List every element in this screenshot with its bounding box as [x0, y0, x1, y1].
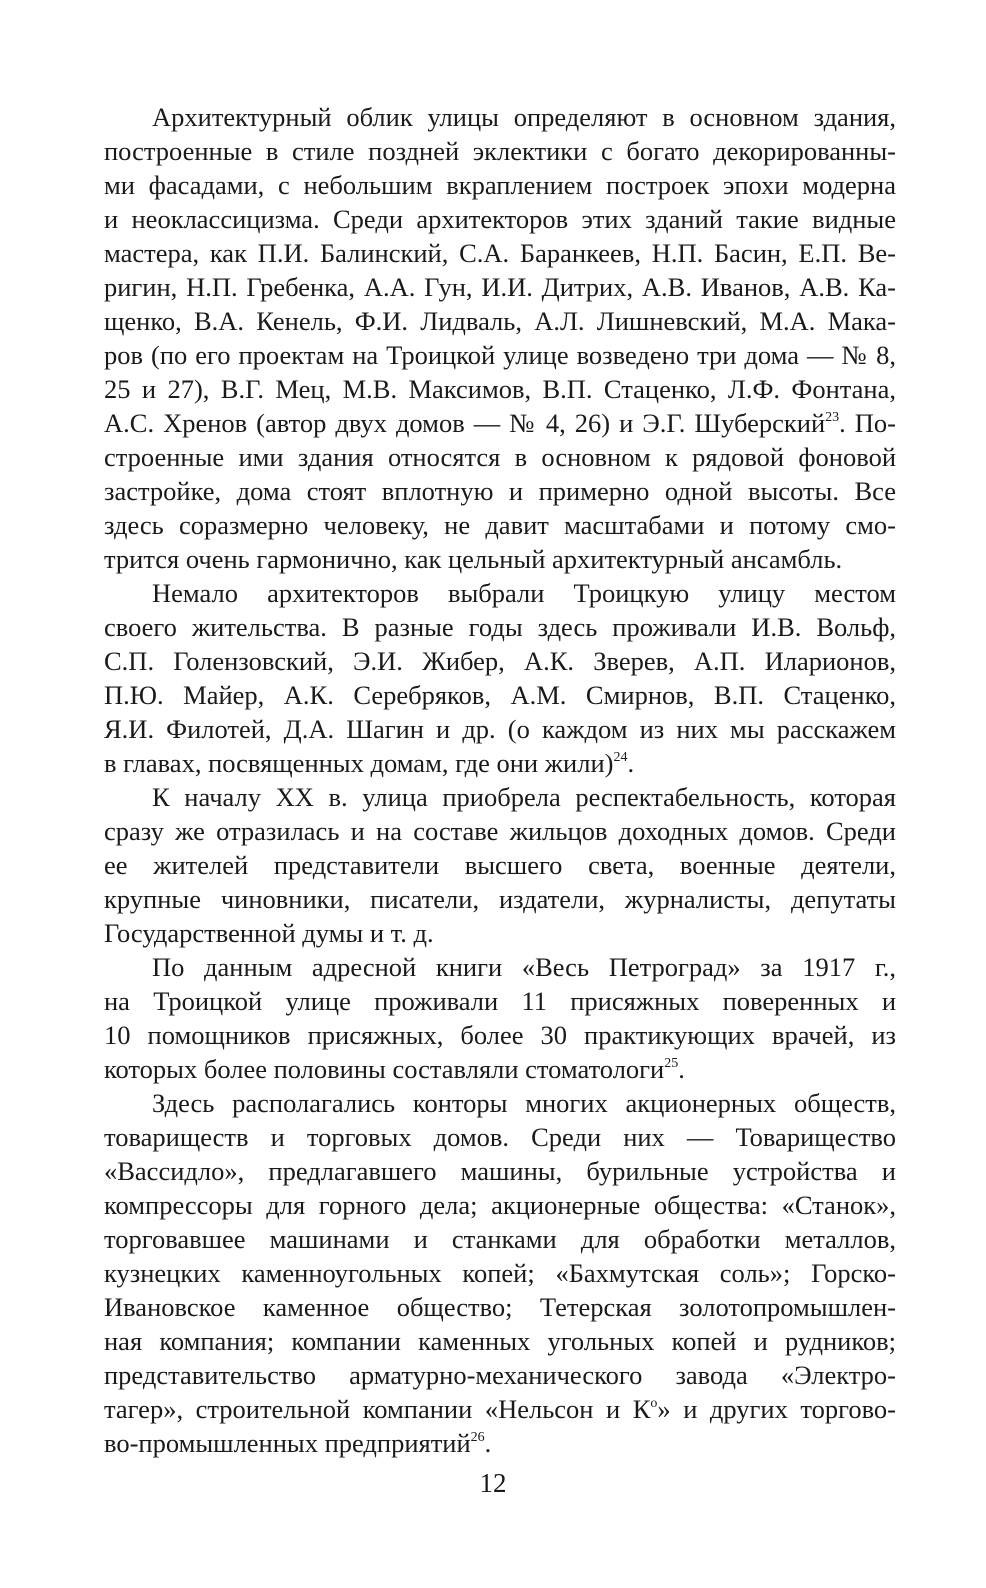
text-line: Архитектурный облик улицы определяют в основном здания,: [152, 102, 896, 132]
body-text: [104, 100, 896, 1460]
text-line: и неоклассицизма. Среди архитекторов этих зданий такие видные: [104, 204, 896, 234]
text-line: во-промышленных предприятий$^{26}$.: [104, 1428, 492, 1458]
text-line: ми фасадами, с небольшим вкраплением построек эпохи модерна: [104, 170, 896, 200]
text-line: в главах, посвященных домам, где они жили)$^{24}$.: [104, 748, 635, 778]
text-line: Здесь располагались конторы многих акционерных обществ,: [152, 1088, 896, 1118]
text-line: Я.И. Филотей, Д.А. Шагин и др. (о каждом из них мы расскажем: [104, 714, 896, 744]
text-line: сразу же отразилась и на составе жильцов доходных домов. Среди: [104, 816, 896, 846]
text-line: построенные в стиле поздней эклектики с богато декорированны-: [104, 136, 896, 166]
text-line: 10 помощников присяжных, более 30 практикующих врачей, из: [104, 1020, 896, 1050]
text-line: 25 и 27), В.Г. Мец, М.В. Максимов, В.П. Стаценко, Л.Ф. Фонтана,: [104, 374, 896, 404]
paragraph: [104, 780, 896, 950]
text-line: торговавшее машинами и станками для обработки металлов,: [104, 1224, 896, 1254]
paragraph: [104, 100, 896, 576]
paragraph: [104, 576, 896, 780]
text-line: тагер», строительной компании «Нельсон и $К^о$» и других торгово-: [104, 1394, 896, 1424]
text-line: застройке, дома стоят вплотную и примерно одной высоты. Все: [104, 476, 896, 506]
text-line: представительство арматурно-механического завода «Электро-: [104, 1360, 896, 1390]
page-number: 12: [479, 1468, 507, 1498]
text-line: здесь соразмерно человеку, не давит масштабами и потому смо-: [104, 510, 896, 540]
text-line: ров (по его проектам на Троицкой улице возведено три дома — № 8,: [104, 340, 896, 370]
paragraph: [104, 1086, 896, 1460]
text-line: П.Ю. Майер, А.К. Серебряков, А.М. Смирнов, В.П. Стаценко,: [104, 680, 896, 710]
footnote-ref: 23: [825, 410, 840, 425]
footnote-ref: 24: [613, 750, 628, 765]
text-line: ригин, Н.П. Гребенка, А.А. Гун, И.И. Дитрих, А.В. Иванов, А.В. Ка-: [104, 272, 896, 302]
text-line: С.П. Голензовский, Э.И. Жибер, А.К. Зверев, А.П. Иларионов,: [104, 646, 896, 676]
text-line: трится очень гармонично, как цельный архитектурный ансамбль.: [104, 544, 843, 574]
text-line: которых более половины составляли стоматологи$^{25}$.: [104, 1054, 685, 1084]
text-line: своего жительства. В разные годы здесь проживали И.В. Вольф,: [104, 612, 896, 642]
text-line: Ивановское каменное общество; Тетерская золотопромышлен-: [104, 1292, 896, 1322]
text-line: Немало архитекторов выбрали Троицкую улицу местом: [152, 578, 896, 608]
text-line: на Троицкой улице проживали 11 присяжных поверенных и: [104, 986, 896, 1016]
paragraph: [104, 950, 896, 1086]
text-line: К началу XX в. улица приобрела респектабельность, которая: [152, 782, 896, 812]
text-line: «Вассидло», предлагавшего машины, бурильные устройства и: [104, 1156, 896, 1186]
footnote-ref: 26: [470, 1430, 485, 1445]
text-line: ее жителей представители высшего света, военные деятели,: [104, 850, 896, 880]
text-line: ная компания; компании каменных угольных копей и рудников;: [104, 1326, 896, 1356]
text-line: крупные чиновники, писатели, издатели, журналисты, депутаты: [104, 884, 896, 914]
text-line: мастера, как П.И. Балинский, С.А. Баранкеев, Н.П. Басин, Е.П. Ве-: [104, 238, 896, 268]
text-line: товариществ и торговых домов. Среди них — Товарищество: [104, 1122, 896, 1152]
text-line: компрессоры для горного дела; акционерные общества: «Станок»,: [104, 1190, 896, 1220]
text-line: А.С. Хренов (автор двух домов — № 4, 26) и Э.Г. Шуберский$^{23}$. По-: [104, 408, 896, 438]
text-line: строенные ими здания относятся в основном к рядовой фоновой: [104, 442, 896, 472]
text-line: кузнецких каменноугольных копей; «Бахмутская соль»; Горско-: [104, 1258, 896, 1288]
text-line: щенко, В.А. Кенель, Ф.И. Лидваль, А.Л. Лишневский, М.А. Мака-: [104, 306, 896, 336]
text-line: Государственной думы и т. д.: [104, 918, 434, 948]
footnote-ref: 25: [664, 1056, 679, 1071]
footnote-ref: о: [650, 1396, 658, 1411]
text-line: По данным адресной книги «Весь Петроград» за 1917 г.,: [152, 952, 896, 982]
